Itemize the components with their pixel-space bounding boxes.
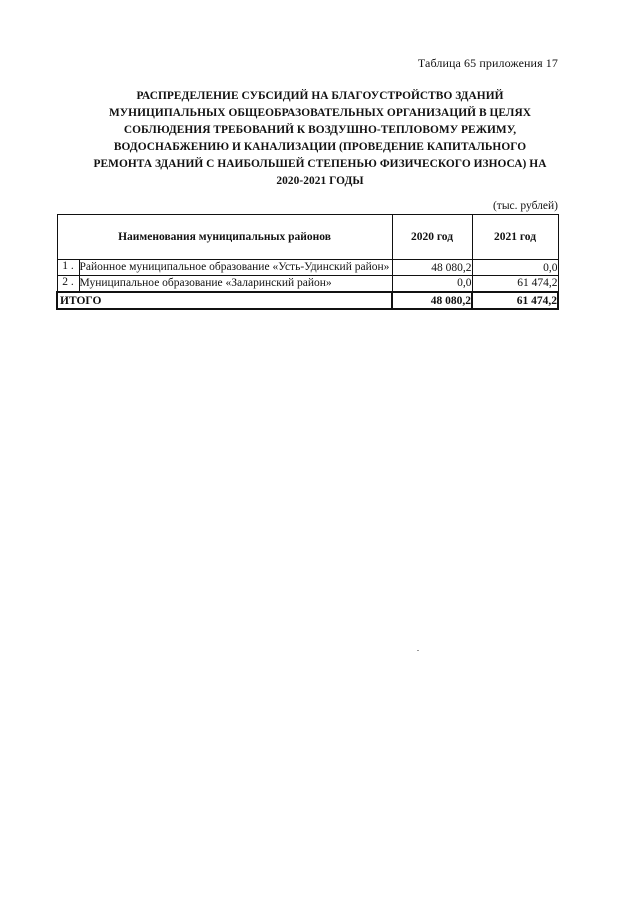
table-reference: Таблица 65 приложения 17 [417,56,558,70]
row-value-2021: 61 474,2 [472,276,558,293]
title-line: 2020-2021 ГОДЫ [276,175,364,187]
title-line: РАСПРЕДЕЛЕНИЕ СУБСИДИЙ НА БЛАГОУСТРОЙСТВО ЗДАНИЙ [136,90,504,102]
row-value-2020: 48 080,2 [392,260,472,276]
title-line: ВОДОСНАБЖЕНИЮ И КАНАЛИЗАЦИИ (ПРОВЕДЕНИЕ КАПИТАЛЬНОГО [113,141,527,153]
document-title [70,88,570,190]
units-label: (тыс. рублей) [492,200,558,212]
table-row [57,276,558,293]
title-line: РЕМОНТА ЗДАНИЙ С НАИБОЛЬШЕЙ СТЕПЕНЬЮ ФИЗИЧЕСКОГО ИЗНОСА) НА [93,158,547,170]
row-value-2021: 0,0 [472,260,558,276]
row-name: Муниципальное образование «Заларинский район» [79,276,392,293]
table-header-row [57,215,558,260]
header-name: Наименования муниципальных районов [57,215,392,260]
title-line: МУНИЦИПАЛЬНЫХ ОБЩЕОБРАЗОВАТЕЛЬНЫХ ОРГАНИЗАЦИЙ В ЦЕЛЯХ [108,107,532,119]
row-number: 1 . [57,260,79,276]
table-row [57,260,558,276]
row-value-2020: 0,0 [392,276,472,293]
title-line: СОБЛЮДЕНИЯ ТРЕБОВАНИЙ К ВОЗДУШНО-ТЕПЛОВОМУ РЕЖИМУ, [123,124,517,136]
header-2020: 2020 год [392,215,472,260]
row-name: Районное муниципальное образование «Усть-Удинский район» [79,260,392,276]
total-row [57,292,558,309]
header-2021: 2021 год [472,215,558,260]
total-2021: 61 474,2 [472,292,558,309]
total-label: ИТОГО [57,292,392,309]
total-2020: 48 080,2 [392,292,472,309]
subsidy-table [56,214,559,310]
row-number: 2 . [57,276,79,293]
scan-speck [417,650,419,651]
